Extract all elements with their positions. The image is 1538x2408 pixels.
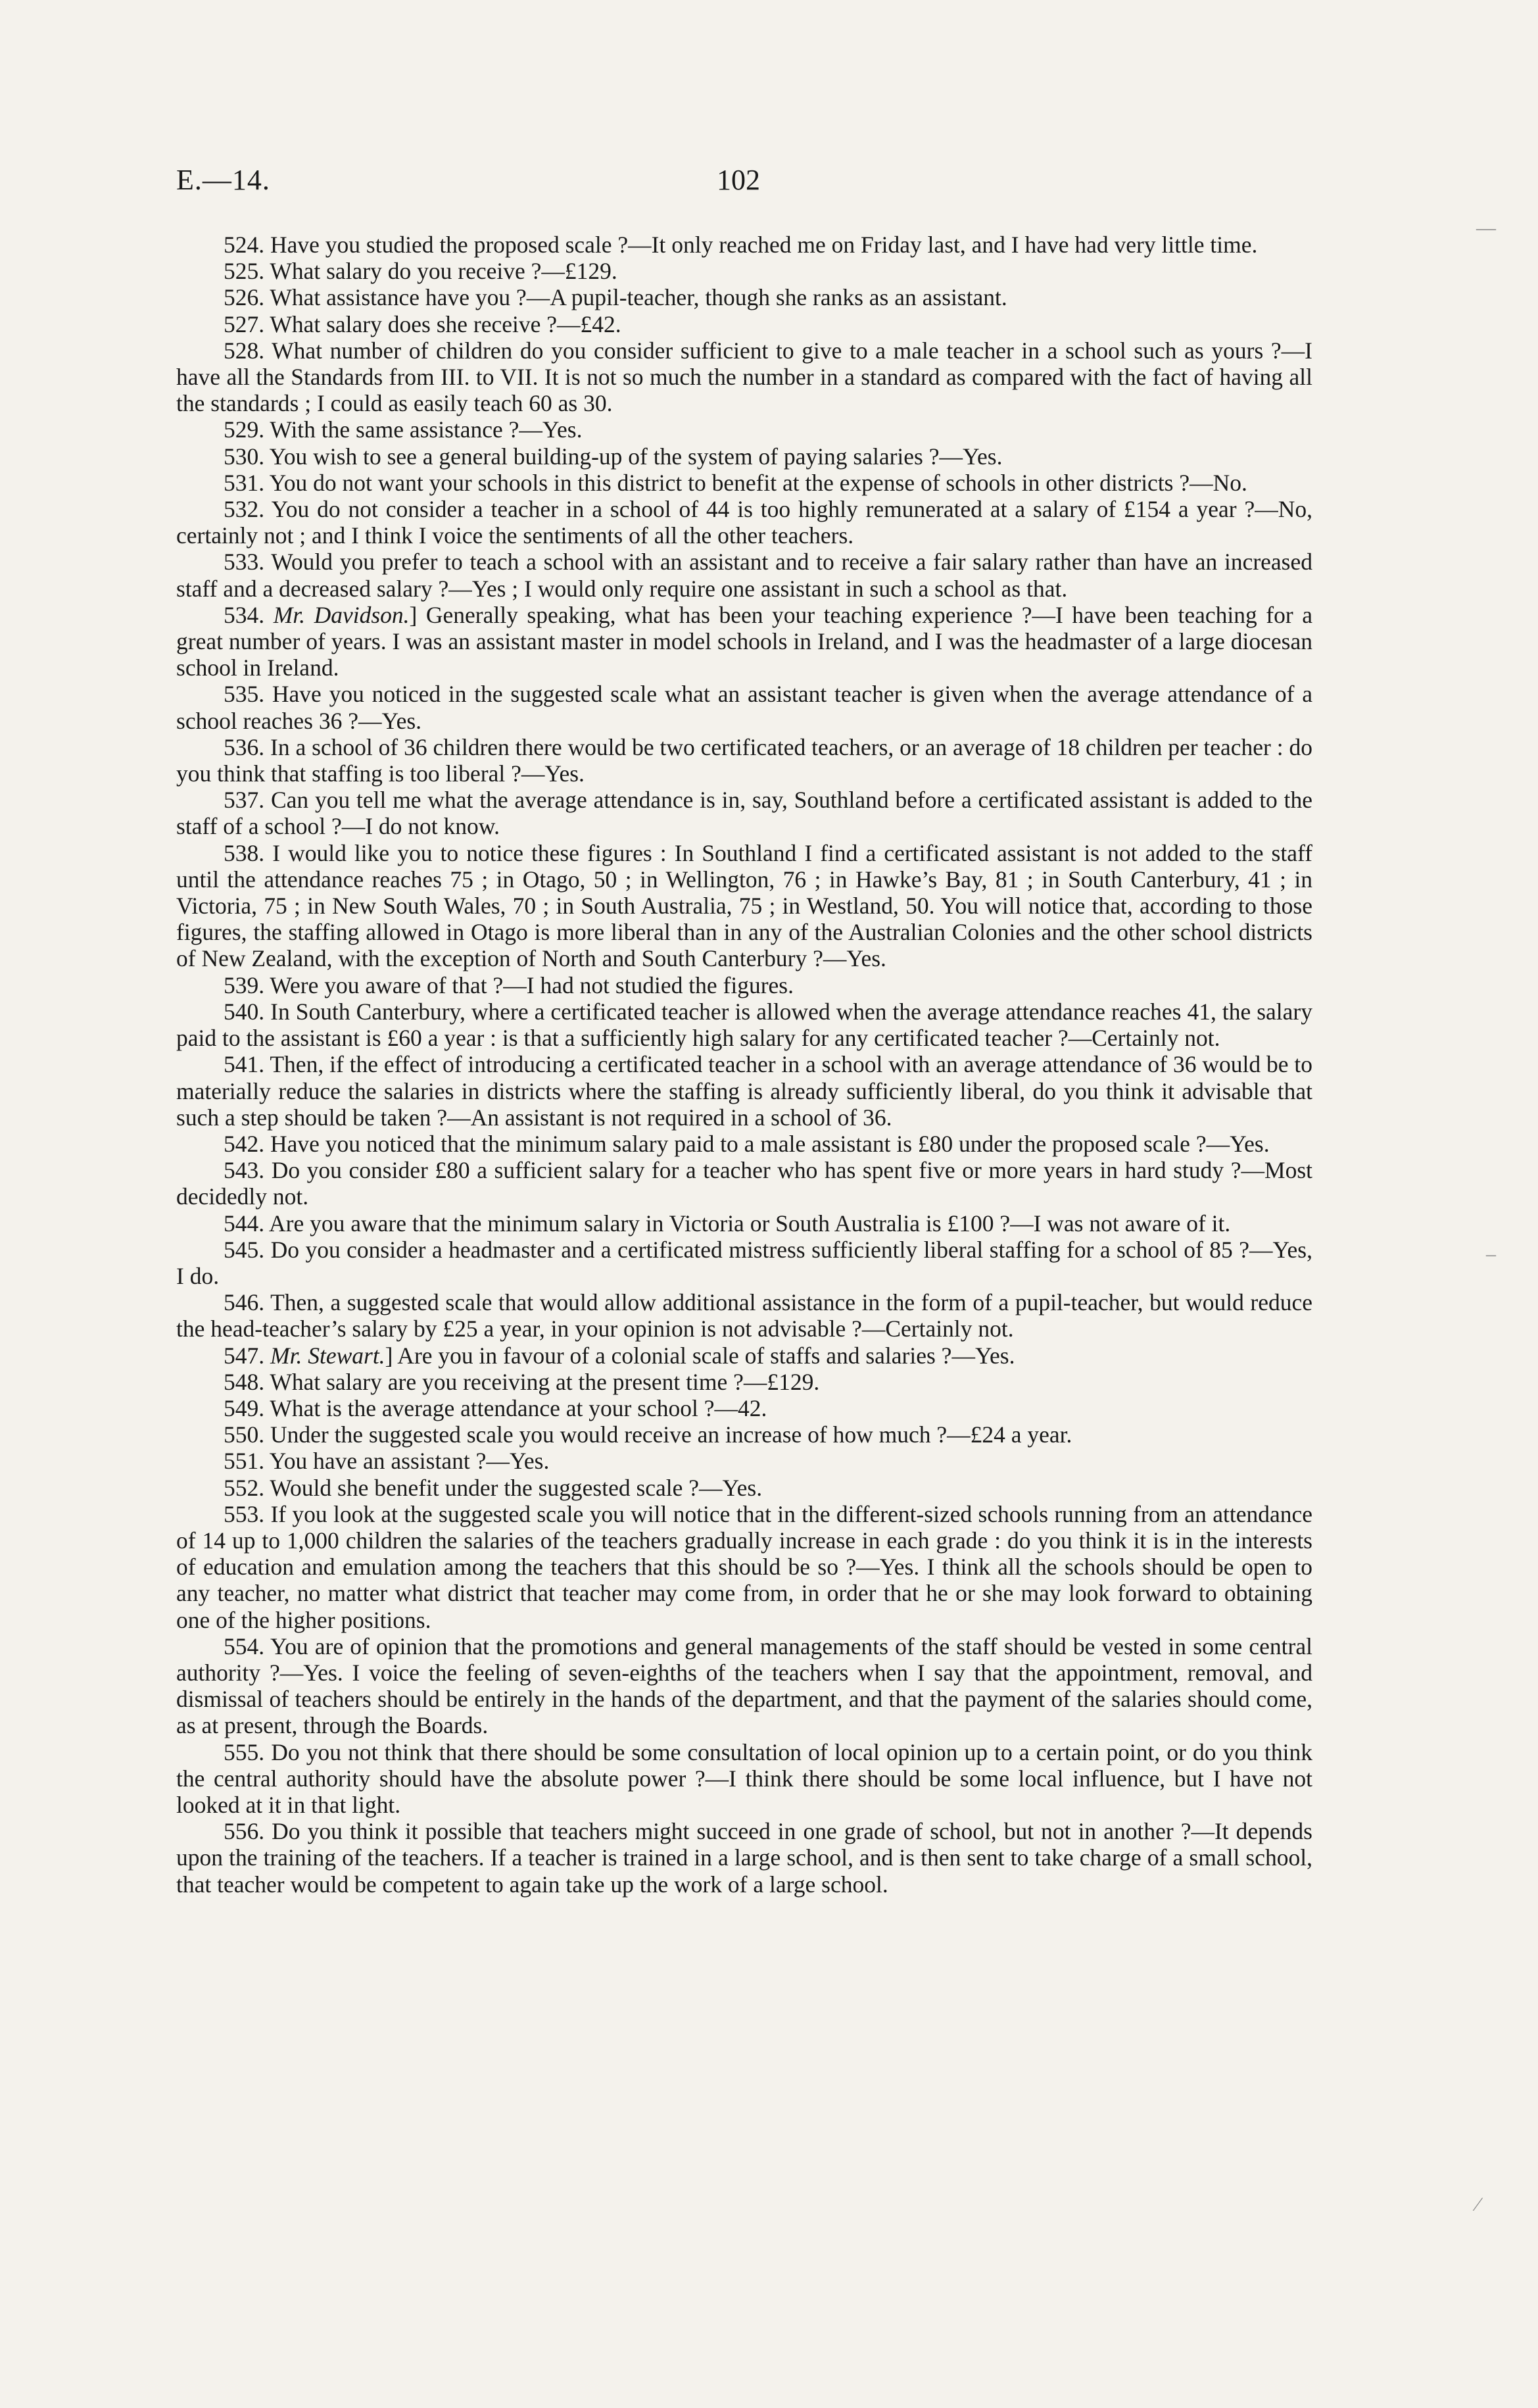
question-paragraph xyxy=(176,1369,1312,1395)
paragraph-text: ] Generally speaking, what has been your teaching experience ?—I have been teaching for a great number of years. I was an assistant master in model schools in Ireland, and I was the headmaster of a large diocesan school in Ireland. xyxy=(176,601,1312,681)
question-paragraph xyxy=(176,1421,1312,1448)
question-paragraph xyxy=(176,337,1312,417)
question-paragraph xyxy=(176,840,1312,972)
question-paragraph xyxy=(176,1237,1312,1289)
question-paragraph xyxy=(176,1448,1312,1474)
paragraph-text: 531. You do not want your schools in this district to benefit at the expense of schools in other districts ?—No. xyxy=(224,469,1247,496)
question-paragraph xyxy=(176,1051,1312,1131)
question-paragraph xyxy=(176,1818,1312,1898)
paragraph-text: 541. Then, if the effect of introducing a certificated teacher in a school with an average attendance of 36 would be to materially reduce the salaries in districts where the staffing is already sufficiently liberal, do you think it advisable that such a step should be taken ?—An assistant is not required in a school of 36. xyxy=(176,1051,1312,1131)
paragraph-text: 555. Do you not think that there should be some consultation of local opinion up to a certain point, or do you think the central authority should have the absolute power ?—I think there should be some local influence, but I have not looked at it in that light. xyxy=(176,1738,1312,1818)
report-reference: E.—14. xyxy=(176,164,270,196)
question-paragraph xyxy=(176,681,1312,733)
question-paragraph xyxy=(176,258,1312,284)
question-paragraph xyxy=(176,1739,1312,1819)
paragraph-text: 553. If you look at the suggested scale you will notice that in the different-sized schools running from an attendance of 14 up to 1,000 children the salaries of the teachers gradually increase in each grade : do you think it is in the interests of education and emulation among the teachers that this should be so ?—Yes. I think all the schools should be open to any teacher, no matter what district that teacher may come from, in order that he or she may look forward to obtaining one of the higher positions. xyxy=(176,1500,1312,1633)
paragraph-text: 536. In a school of 36 children there would be two certificated teachers, or an average of 18 children per teacher : do you think that staffing is too liberal ?—Yes. xyxy=(176,733,1312,787)
question-paragraph xyxy=(176,311,1312,337)
question-paragraph xyxy=(176,1501,1312,1633)
margin-mark: — xyxy=(1476,217,1496,239)
paragraph-text: 551. You have an assistant ?—Yes. xyxy=(224,1448,550,1475)
question-paragraph xyxy=(176,602,1312,681)
question-paragraph xyxy=(176,1475,1312,1501)
paragraph-text: 556. Do you think it possible that teachers might succeed in one grade of school, but not in another ?—It depends upon the training of the teachers. If a teacher is trained in a large school, and is then sent to take charge of a small school, that teacher would be competent to again take up the work of a large school. xyxy=(176,1818,1312,1898)
speaker-name: Mr. Davidson. xyxy=(273,601,410,628)
paragraph-text: 524. Have you studied the proposed scale ?—It only reached me on Friday last, and I have had very little time. xyxy=(224,232,1258,258)
page-number: 102 xyxy=(717,164,760,196)
paragraph-text: 527. What salary does she receive ?—£42. xyxy=(224,310,621,337)
paragraph-text: 540. In South Canterbury, where a certificated teacher is allowed when the average attendance reaches 41, the salary paid to the assistant is £60 a year : is that a sufficiently high salary for any certificated teacher ?—Certainly not. xyxy=(176,998,1312,1052)
paragraph-text: 546. Then, a suggested scale that would allow additional assistance in the form of a pupil-teacher, but would reduce the head-teacher’s salary by £25 a year, in your opinion is not advisable ?—Certainly not. xyxy=(176,1289,1312,1342)
question-paragraph xyxy=(176,284,1312,310)
document-body xyxy=(176,232,1312,1898)
question-paragraph xyxy=(176,787,1312,839)
question-paragraph xyxy=(176,1289,1312,1342)
speaker-name: Mr. Stewart. xyxy=(270,1342,385,1369)
paragraph-text: 528. What number of children do you consider sufficient to give to a male teacher in a school such as yours ?—I have all the Standards from III. to VII. It is not so much the number in a standard as compared with the fact of having all the standards ; I could as easily teach 60 as 30. xyxy=(176,337,1312,417)
question-paragraph xyxy=(176,470,1312,496)
paragraph-text: 525. What salary do you receive ?—£129. xyxy=(224,258,617,285)
paragraph-text: 550. Under the suggested scale you would receive an increase of how much ?—£24 a year. xyxy=(224,1421,1072,1448)
question-paragraph xyxy=(176,549,1312,601)
paragraph-text: 554. You are of opinion that the promotions and general managements of the staff should be vested in some central authority ?—Yes. I voice the feeling of seven-eighths of the teachers when I say that the appointment, removal, and dismissal of teachers should be entirely in the hands of the department, and that the payment of the salaries should come, as at present, through the Boards. xyxy=(176,1633,1312,1739)
question-number: 547. xyxy=(224,1342,270,1369)
question-paragraph xyxy=(176,443,1312,470)
question-paragraph xyxy=(176,734,1312,787)
paragraph-text: 533. Would you prefer to teach a school with an assistant and to receive a fair salary rather than have an increased staff and a decreased salary ?—Yes ; I would only require one assistant in such a school as that. xyxy=(176,549,1312,602)
question-paragraph xyxy=(176,1395,1312,1421)
paragraph-text: 537. Can you tell me what the average attendance is in, say, Southland before a certificated assistant is added to the staff of a school ?—I do not know. xyxy=(176,787,1312,840)
question-paragraph xyxy=(176,998,1312,1051)
question-paragraph xyxy=(176,1210,1312,1237)
question-paragraph xyxy=(176,232,1312,258)
question-paragraph xyxy=(176,1157,1312,1210)
paragraph-text: 539. Were you aware of that ?—I had not studied the figures. xyxy=(224,971,794,998)
margin-mark: – xyxy=(1486,1243,1496,1265)
paragraph-text: 535. Have you noticed in the suggested scale what an assistant teacher is given when the average attendance of a school reaches 36 ?—Yes. xyxy=(176,681,1312,734)
paragraph-text: 530. You wish to see a general building-up of the system of paying salaries ?—Yes. xyxy=(224,443,1003,470)
paragraph-text: 542. Have you noticed that the minimum salary paid to a male assistant is £80 under the proposed scale ?—Yes. xyxy=(224,1130,1270,1157)
paragraph-text: 548. What salary are you receiving at the present time ?—£129. xyxy=(224,1368,820,1395)
paragraph-text: 529. With the same assistance ?—Yes. xyxy=(224,416,583,443)
paragraph-text: 543. Do you consider £80 a sufficient salary for a teacher who has spent five or more years in hard study ?—Most decidedly not. xyxy=(176,1157,1312,1210)
question-paragraph xyxy=(176,972,1312,998)
question-paragraph xyxy=(176,1131,1312,1157)
margin-mark: ⁄ xyxy=(1476,2194,1480,2215)
paragraph-text: 532. You do not consider a teacher in a school of 44 is too highly remunerated at a salary of £154 a year ?—No, certainly not ; and I think I voice the sentiments of all the other teachers. xyxy=(176,496,1312,549)
question-paragraph xyxy=(176,1342,1312,1369)
paragraph-text: ] Are you in favour of a colonial scale of staffs and salaries ?—Yes. xyxy=(385,1342,1015,1369)
question-paragraph xyxy=(176,416,1312,443)
question-number: 534. xyxy=(224,601,274,628)
paragraph-text: 552. Would she benefit under the suggested scale ?—Yes. xyxy=(224,1474,763,1501)
question-paragraph xyxy=(176,496,1312,549)
question-paragraph xyxy=(176,1633,1312,1739)
paragraph-text: 549. What is the average attendance at your school ?—42. xyxy=(224,1394,767,1421)
paragraph-text: 526. What assistance have you ?—A pupil-teacher, though she ranks as an assistant. xyxy=(224,284,1007,311)
paragraph-text: 544. Are you aware that the minimum salary in Victoria or South Australia is £100 ?—I was not aware of it. xyxy=(224,1210,1231,1237)
paragraph-text: 545. Do you consider a headmaster and a certificated mistress sufficiently liberal staffing for a school of 85 ?—Yes, I do. xyxy=(176,1236,1312,1289)
paragraph-text: 538. I would like you to notice these figures : In Southland I find a certificated assistant is not added to the staff until the attendance reaches 75 ; in Otago, 50 ; in Wellington, 76 ; in Hawke’s Bay, 81 ; in South Canterbury, 41 ; in Victoria, 75 ; in New South Wales, 70 ; in South Australia, 75 ; in Westland, 50. You will notice that, according to those figures, the staffing allowed in Otago is more liberal than in any of the Australian Colonies and the other school districts of New Zealand, with the exception of North and South Canterbury ?—Yes. xyxy=(176,839,1312,972)
